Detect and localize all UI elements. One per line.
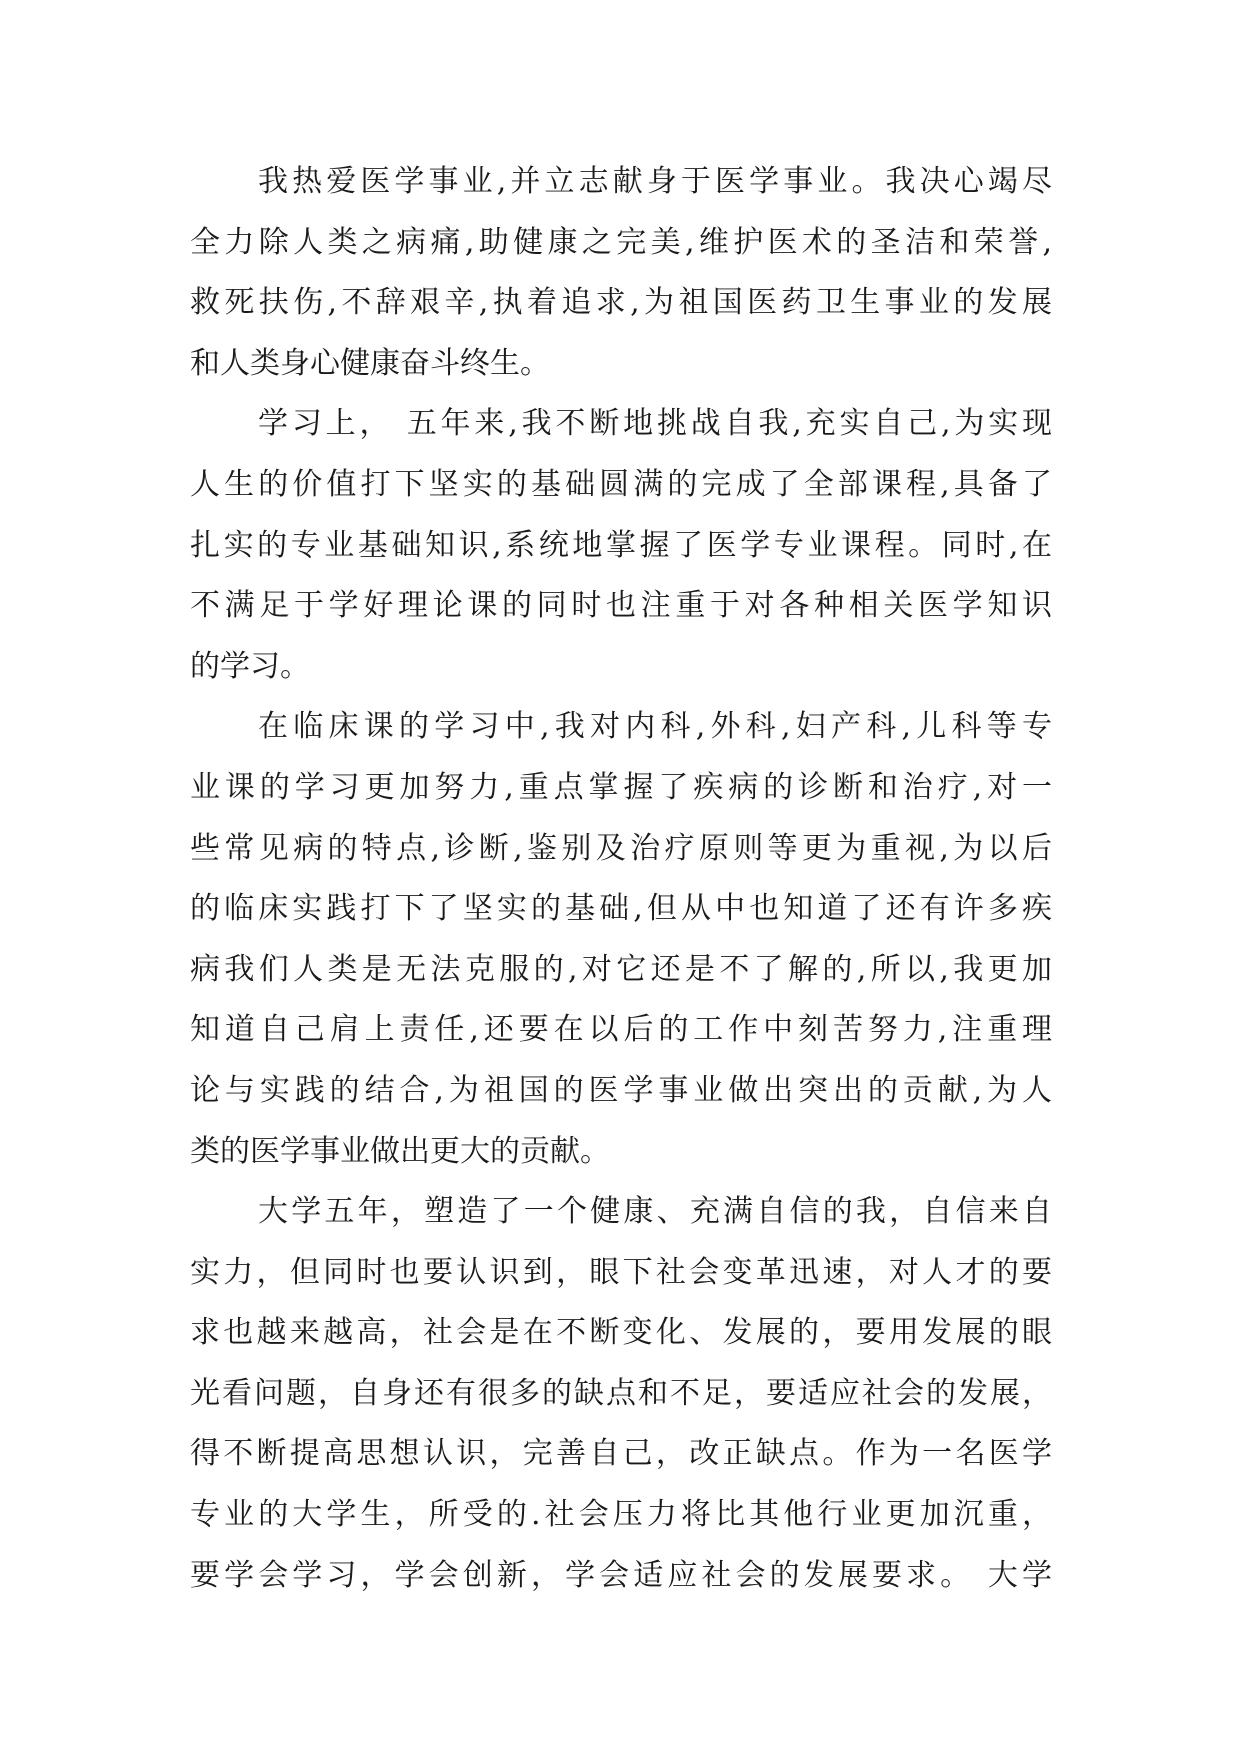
text-line: 在临床课的学习中,我对内科,外科,妇产科,儿科等专 [258,709,1052,745]
text-line: 扎实的专业基础知识,系统地掌握了医学专业课程。同时,在 [190,527,1052,563]
text-line: 求也越来越高，社会是在不断变化、发展的，要用发展的眼 [190,1315,1052,1351]
text-line: 我热爱医学事业,并立志献身于医学事业。我决心竭尽 [258,164,1052,199]
text-line: 论与实践的结合,为祖国的医学事业做出突出的贡献,为人 [190,1072,1052,1108]
text-line: 的临床实践打下了坚实的基础,但从中也知道了还有许多疾 [190,891,1052,927]
text-line: 和人类身心健康奋斗终生。 [190,345,550,381]
text-line: 不满足于学好理论课的同时也注重于对各种相关医学知识 [190,588,1052,624]
text-line: 实力，但同时也要认识到，眼下社会变革迅速，对人才的要 [190,1254,1052,1290]
text-line: 学习上， 五年来,我不断地挑战自我,充实自己,为实现 [258,406,1052,442]
text-line: 大学五年，塑造了一个健康、充满自信的我，自信来自 [258,1194,1052,1230]
body-text [190,152,1052,1606]
text-line: 些常见病的特点,诊断,鉴别及治疗原则等更为重视,为以后 [190,830,1052,866]
text-line: 全力除人类之病痛,助健康之完美,维护医术的圣洁和荣誉, [190,224,1052,260]
text-line: 人生的价值打下坚实的基础圆满的完成了全部课程,具备了 [190,466,1052,502]
text-line: 专业的大学生，所受的.社会压力将比其他行业更加沉重， [190,1497,1052,1533]
text-line: 的学习。 [190,648,310,684]
text-line: 病我们人类是无法克服的,对它还是不了解的,所以,我更加 [190,951,1052,987]
text-line: 知道自己肩上责任,还要在以后的工作中刻苦努力,注重理 [190,1012,1052,1048]
text-line: 救死扶伤,不辞艰辛,执着追求,为祖国医药卫生事业的发展 [190,285,1052,321]
text-line: 得不断提高思想认识，完善自己，改正缺点。作为一名医学 [190,1436,1052,1472]
text-line: 类的医学事业做出更大的贡献。 [190,1133,610,1169]
text-line: 业课的学习更加努力,重点掌握了疾病的诊断和治疗,对一 [190,769,1052,805]
text-line: 要学会学习，学会创新，学会适应社会的发展要求。 大学 [190,1557,1052,1593]
text-line: 光看问题，自身还有很多的缺点和不足，要适应社会的发展， [190,1375,1052,1411]
